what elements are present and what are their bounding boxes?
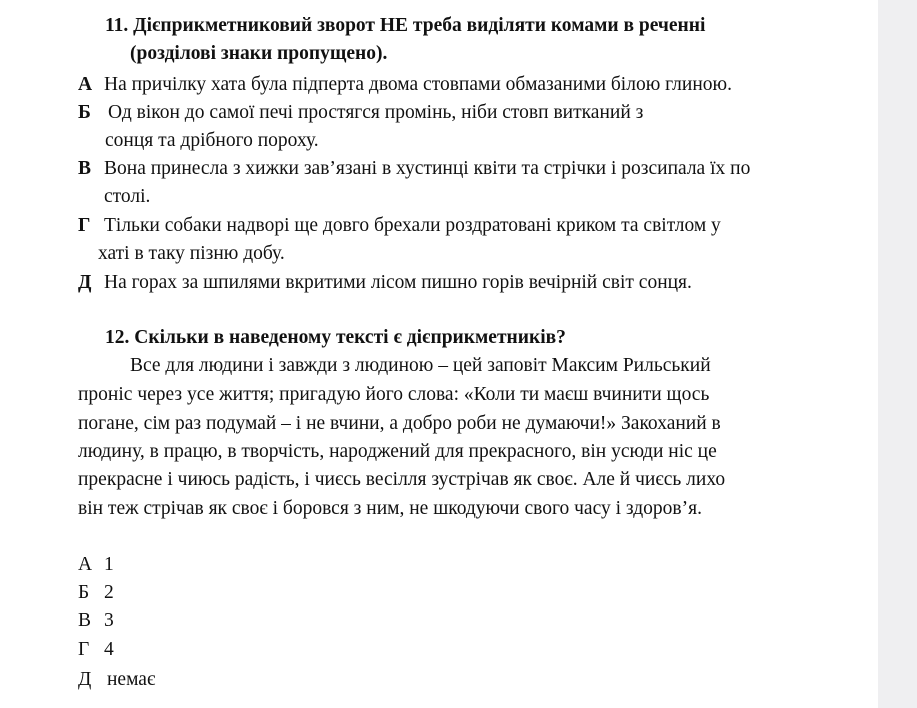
q12-option-a[interactable] [78, 553, 114, 577]
option-label: А [78, 74, 93, 95]
q12-title: 12. Скільки в наведеному тексті є дієприкметників? [105, 327, 566, 348]
option-text: Вона принесла з хижки зав’язані в хустинці квіти та стрічки і розсипала їх по [104, 158, 751, 179]
option-text: Тільки собаки надворі ще довго брехали роздратовані криком та світлом у [104, 215, 721, 236]
q11-option-h[interactable] [78, 214, 721, 238]
q12-text-line: Все для людини і завжди з людиною – цей заповіт Максим Рильський [130, 355, 711, 376]
q11-option-b-cont: сонця та дрібного пороху. [105, 130, 319, 151]
q11-option-v-cont: столі. [104, 186, 151, 207]
option-label: В [78, 158, 92, 179]
q12-text-line: погане, сім раз подумай – і не вчини, а добро роби не думаючи!» Закоханий в [78, 413, 721, 434]
option-label: Д [78, 272, 92, 293]
q11-option-h-cont: хаті в таку пізню добу. [98, 243, 285, 264]
q11-title-cont: (розділові знаки пропущено). [130, 43, 388, 64]
q11-option-b[interactable] [78, 101, 643, 125]
option-label: Б [78, 582, 90, 603]
q12-option-b[interactable] [78, 581, 114, 605]
option-text: На причілку хата була підперта двома стовпами обмазаними білою глиною. [104, 74, 732, 95]
option-label: Г [78, 639, 90, 660]
q12-text-line: проніс через усе життя; пригадую його слова: «Коли ти маєш вчинити щось [78, 384, 710, 405]
option-label: А [78, 554, 93, 575]
q12-text-line: прекрасне і чиюсь радість, і чиєсь весілля зустрічав як своє. Але й чиєсь лихо [78, 469, 726, 490]
q11-option-a[interactable] [78, 73, 732, 97]
option-value: немає [107, 669, 156, 690]
q12-text-line: він теж стрічав як своє і боровся з ним, не шкодуючи свого часу і здоров’я. [78, 498, 702, 519]
q12-option-v[interactable] [78, 609, 114, 633]
option-label: Г [78, 215, 91, 236]
q11-title: 11. Дієприкметниковий зворот НЕ треба виділяти комами в реченні [105, 15, 706, 36]
q12-option-h[interactable] [78, 638, 114, 662]
option-text: На горах за шпилями вкритими лісом пишно горів вечірній світ сонця. [104, 272, 692, 293]
q12-text-line: людину, в працю, в творчість, народжений для прекрасного, він усюди ніс це [78, 441, 717, 462]
option-text: Од вікон до самої печі простягся промінь, ніби стовп витканий з [108, 102, 644, 123]
option-label: Б [78, 102, 91, 123]
option-label: В [78, 610, 92, 631]
q12-option-d[interactable] [78, 668, 155, 692]
option-label: Д [78, 669, 92, 690]
option-value: 3 [104, 610, 114, 631]
q11-option-v[interactable] [78, 157, 750, 181]
side-panel [878, 0, 917, 708]
option-value: 4 [104, 639, 114, 660]
q11-option-d[interactable] [78, 271, 692, 295]
option-value: 2 [104, 582, 114, 603]
option-value: 1 [104, 554, 114, 575]
